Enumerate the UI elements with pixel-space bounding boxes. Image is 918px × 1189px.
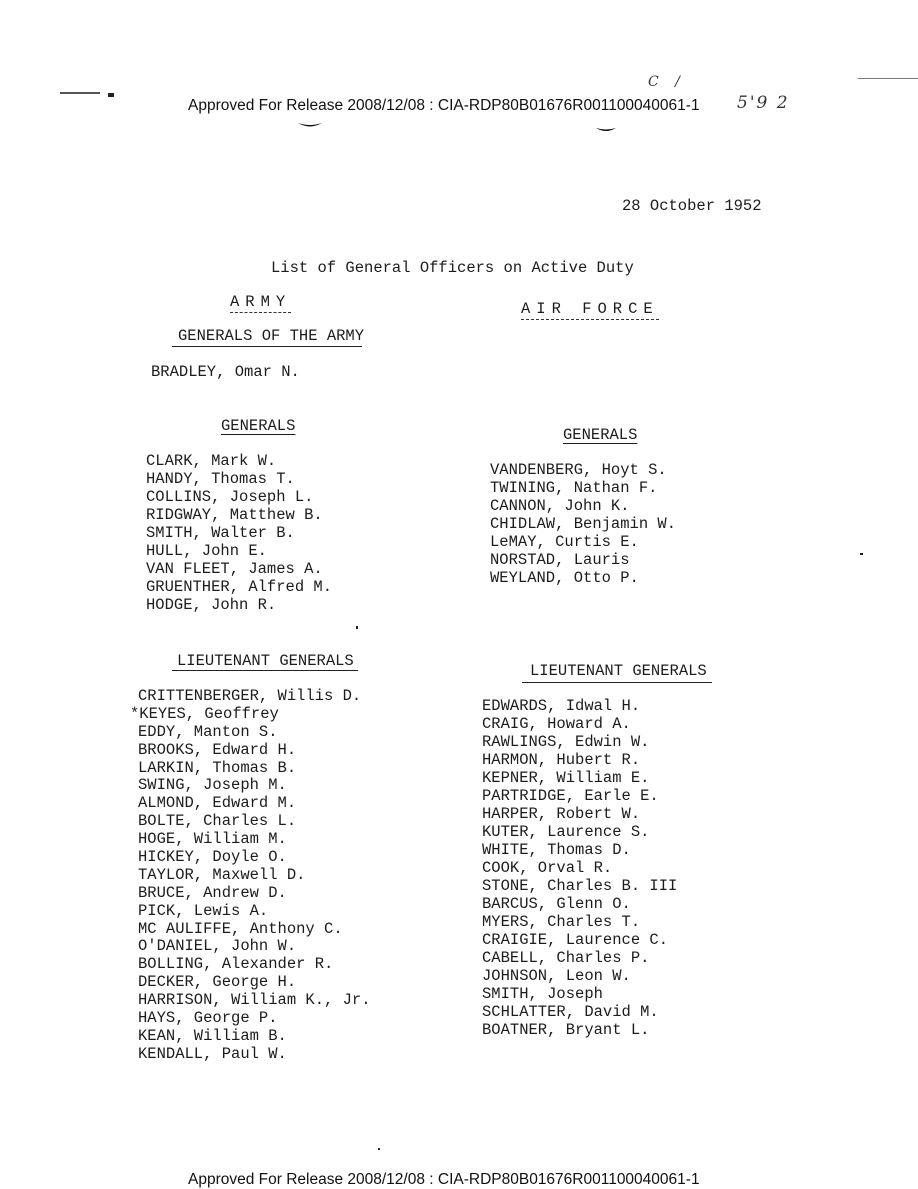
scan-speck — [860, 553, 863, 555]
document-title: List of General Officers on Active Duty — [271, 259, 634, 277]
list-item: HARMON, Hubert R. — [482, 751, 641, 769]
army-lieutenant-generals-underline — [172, 670, 358, 671]
general-of-the-army-name: BRADLEY, Omar N. — [151, 363, 300, 381]
generals-of-the-army-heading: GENERALS OF THE ARMY — [178, 327, 365, 345]
list-item: HULL, John E. — [146, 542, 267, 560]
punch-mark-left — [296, 121, 324, 131]
list-item: WHITE, Thomas D. — [482, 841, 631, 859]
list-item: WEYLAND, Otto P. — [490, 569, 639, 587]
list-item: BOLTE, Charles L. — [138, 812, 297, 831]
air-force-generals-heading: GENERALS — [563, 426, 638, 444]
list-item: HARPER, Robert W. — [482, 805, 641, 823]
list-item: BARCUS, Glenn O. — [482, 895, 631, 913]
list-item: CABELL, Charles P. — [482, 949, 650, 967]
release-line-top: Approved For Release 2008/12/08 : CIA-RDP80B01676R001100040061-1 — [188, 97, 700, 114]
army-lieutenant-generals-heading: LIEUTENANT GENERALS — [177, 652, 354, 670]
list-item: LeMAY, Curtis E. — [490, 533, 639, 551]
list-item: BOLLING, Alexander R. — [138, 955, 334, 974]
list-item: CRAIG, Howard A. — [482, 715, 631, 733]
air-force-heading: AIR FORCE — [521, 300, 659, 318]
list-item: JOHNSON, Leon W. — [482, 967, 631, 985]
list-item: STONE, Charles B. III — [482, 877, 678, 895]
scan-mark-left — [60, 92, 100, 94]
release-line-bottom: Approved For Release 2008/12/08 : CIA-RDP80B01676R001100040061-1 — [188, 1171, 700, 1188]
list-item: RIDGWAY, Matthew B. — [146, 506, 323, 524]
list-item: KEAN, William B. — [138, 1026, 287, 1045]
list-item: BOATNER, Bryant L. — [482, 1021, 650, 1039]
scan-mark-top-rule — [858, 78, 918, 79]
list-item: CLARK, Mark W. — [146, 452, 277, 470]
list-item: SMITH, Walter B. — [146, 524, 295, 542]
list-item: KEPNER, William E. — [482, 769, 650, 787]
list-item: MC AULIFFE, Anthony C. — [138, 919, 343, 938]
army-heading: ARMY — [230, 293, 292, 311]
list-item: MYERS, Charles T. — [482, 913, 641, 931]
generals-of-the-army-underline — [172, 346, 362, 347]
list-item: TWINING, Nathan F. — [490, 479, 658, 497]
list-item: SWING, Joseph M. — [138, 776, 287, 795]
list-item: BROOKS, Edward H. — [138, 740, 297, 759]
list-item: COOK, Orval R. — [482, 859, 613, 877]
list-item: *KEYES, Geoffrey — [130, 704, 279, 723]
list-item: ALMOND, Edward M. — [138, 794, 297, 813]
list-item: BRUCE, Andrew D. — [138, 883, 287, 902]
list-item: HICKEY, Doyle O. — [138, 848, 287, 867]
list-item: SMITH, Joseph — [482, 985, 603, 1003]
air-force-lieutenant-generals-list — [482, 697, 677, 1039]
scan-speck — [356, 626, 358, 629]
list-item: O'DANIEL, John W. — [138, 937, 297, 956]
list-item: HANDY, Thomas T. — [146, 470, 295, 488]
punch-mark-right — [594, 126, 618, 135]
list-item: DECKER, George H. — [138, 973, 297, 992]
list-item: HAYS, George P. — [138, 1009, 278, 1028]
list-item: VANDENBERG, Hoyt S. — [490, 461, 667, 479]
scan-speck — [378, 1148, 380, 1150]
scan-mark-left-dot — [108, 93, 114, 97]
list-item: CRAIGIE, Laurence C. — [482, 931, 669, 949]
army-generals-list — [146, 452, 332, 614]
list-item: NORSTAD, Lauris — [490, 551, 630, 569]
air-force-lieutenant-generals-underline — [522, 682, 712, 683]
list-item: CRITTENBERGER, Willis D. — [138, 687, 362, 705]
list-item: PICK, Lewis A. — [138, 901, 269, 920]
document-date: 28 October 1952 — [622, 197, 762, 215]
list-item: KUTER, Laurence S. — [482, 823, 650, 841]
list-item: EDDY, Manton S. — [138, 722, 278, 741]
list-item: HARRISON, William K., Jr. — [138, 991, 371, 1010]
list-item: COLLINS, Joseph L. — [146, 488, 314, 506]
list-item: PARTRIDGE, Earle E. — [482, 787, 659, 805]
army-lieutenant-generals-list — [130, 687, 371, 1064]
list-item: TAYLOR, Maxwell D. — [138, 865, 306, 884]
list-item: HOGE, William M. — [138, 830, 287, 849]
list-item: LARKIN, Thomas B. — [138, 758, 297, 777]
list-item: RAWLINGS, Edwin W. — [482, 733, 650, 751]
handwritten-note-top: C / — [648, 74, 686, 90]
army-generals-heading: GENERALS — [221, 417, 296, 435]
list-item: KENDALL, Paul W. — [138, 1044, 287, 1063]
air-force-lieutenant-generals-heading: LIEUTENANT GENERALS — [530, 662, 707, 680]
list-item: VAN FLEET, James A. — [146, 560, 323, 578]
list-item: GRUENTHER, Alfred M. — [146, 578, 333, 596]
air-force-generals-list — [490, 461, 676, 587]
list-item: HODGE, John R. — [146, 596, 277, 614]
list-item: EDWARDS, Idwal H. — [482, 697, 641, 715]
list-item: CHIDLAW, Benjamin W. — [490, 515, 677, 533]
list-item: SCHLATTER, David M. — [482, 1003, 659, 1021]
list-item: CANNON, John K. — [490, 497, 630, 515]
handwritten-note: 5'9 2 — [737, 93, 790, 113]
